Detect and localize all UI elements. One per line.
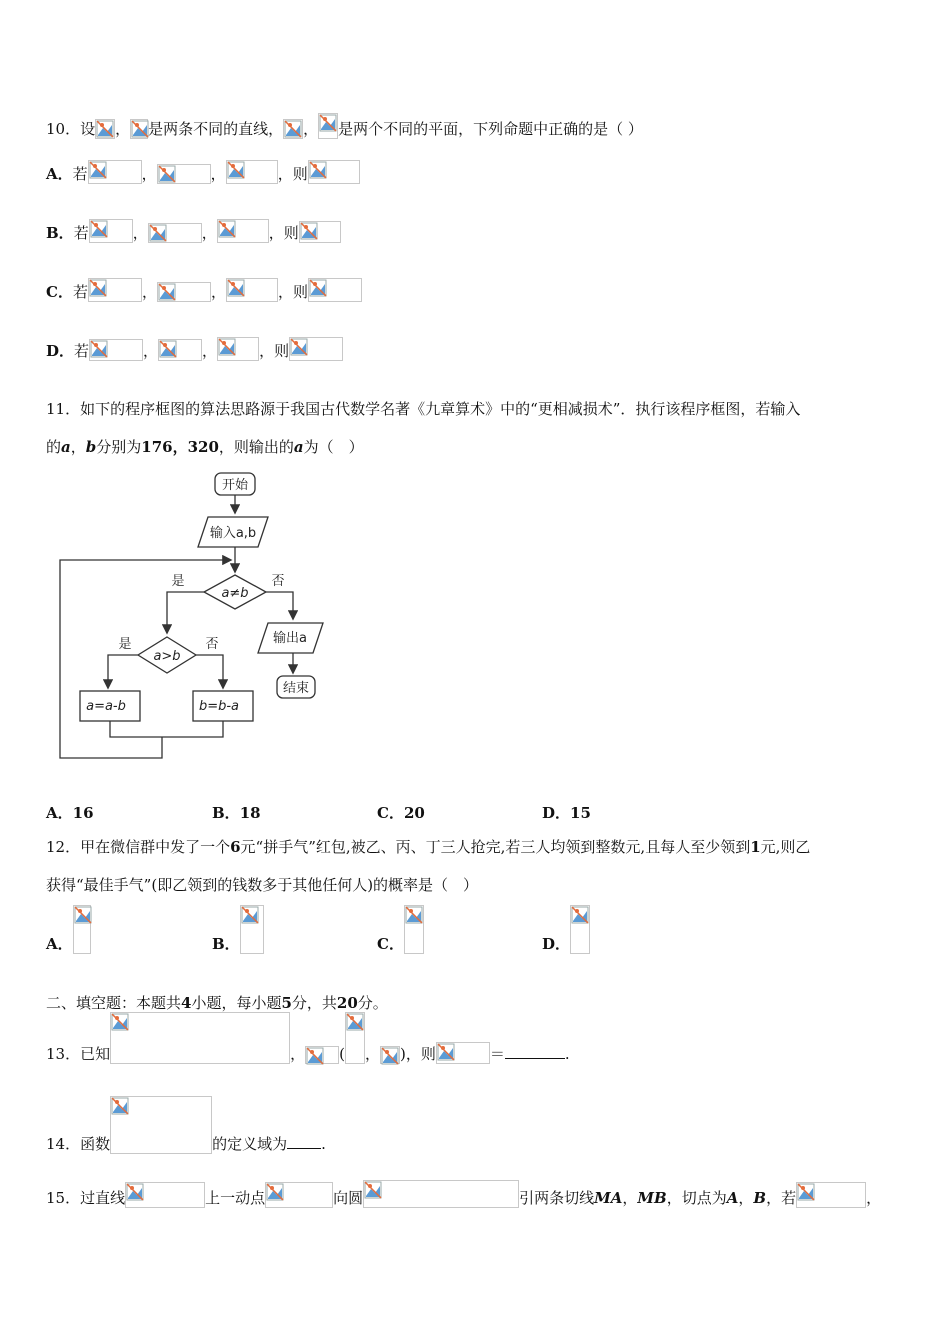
q10-stem: 10．设 ， 是两条不同的直线， ， 是两个不同的平面，下列命题中正确的是（ ） bbox=[46, 113, 643, 139]
formula-image bbox=[226, 160, 278, 184]
formula-image bbox=[88, 278, 142, 302]
formula-image bbox=[226, 278, 278, 302]
q11-option-a: A．16 bbox=[46, 804, 94, 822]
formula-image bbox=[283, 119, 303, 139]
broken-image-icon bbox=[319, 114, 337, 132]
q11-option-c: C．20 bbox=[377, 804, 425, 822]
formula-image bbox=[240, 905, 264, 954]
broken-image-icon bbox=[111, 1097, 129, 1115]
formula-image bbox=[299, 221, 341, 243]
formula-image bbox=[308, 278, 362, 302]
broken-image-icon bbox=[227, 279, 245, 297]
flow-no1-label: 否 bbox=[271, 574, 285, 589]
flow-no2-label: 否 bbox=[205, 637, 219, 652]
flow-assign2-label: b=b-a bbox=[198, 699, 240, 714]
formula-image bbox=[95, 119, 115, 139]
formula-image bbox=[157, 282, 211, 302]
formula-image bbox=[73, 905, 91, 954]
flow-input-label: 输入a,b bbox=[209, 526, 257, 541]
formula-image bbox=[157, 164, 211, 184]
formula-image bbox=[88, 160, 142, 184]
formula-image bbox=[217, 337, 259, 361]
q10-option-b: B．若 ， ， ，则 bbox=[46, 219, 341, 243]
broken-image-icon bbox=[90, 220, 108, 238]
broken-image-icon bbox=[158, 283, 176, 301]
q11-option-b: B．18 bbox=[212, 804, 261, 822]
broken-image-icon bbox=[437, 1043, 455, 1061]
q11-option-d: D．15 bbox=[542, 804, 591, 822]
answer-blank[interactable] bbox=[505, 1058, 565, 1059]
q15-stem: 15．过直线 上一动点 向圆 引两条切线MA，MB，切点为A，B，若 ， bbox=[46, 1180, 881, 1208]
flow-assign1-label: a=a-b bbox=[86, 699, 126, 714]
broken-image-icon bbox=[381, 1047, 399, 1065]
q12-option-d: D． bbox=[542, 905, 590, 954]
broken-image-icon bbox=[797, 1183, 815, 1201]
broken-image-icon bbox=[309, 161, 327, 179]
formula-image bbox=[305, 1046, 339, 1064]
broken-image-icon bbox=[266, 1183, 284, 1201]
flow-output-label: 输出a bbox=[273, 631, 307, 646]
q12-stem-line2: 获得“最佳手气”(即乙领到的钱数多于其他任何人)的概率是（ ） bbox=[46, 876, 479, 894]
q11-stem-line2: 的a，b分别为176，320，则输出的a为（ ） bbox=[46, 438, 364, 456]
broken-image-icon bbox=[571, 906, 589, 924]
broken-image-icon bbox=[300, 222, 318, 240]
broken-image-icon bbox=[96, 120, 114, 138]
flow-yes1-label: 是 bbox=[171, 574, 185, 589]
broken-image-icon bbox=[364, 1181, 382, 1199]
broken-image-icon bbox=[284, 120, 302, 138]
broken-image-icon bbox=[111, 1013, 129, 1031]
q10-option-d: D．若 ， ， ，则 bbox=[46, 337, 343, 361]
formula-image bbox=[436, 1042, 490, 1064]
formula-image bbox=[363, 1180, 519, 1208]
q12-option-b: B． bbox=[212, 905, 264, 954]
broken-image-icon bbox=[218, 338, 236, 356]
broken-image-icon bbox=[218, 220, 236, 238]
broken-image-icon bbox=[126, 1183, 144, 1201]
answer-blank[interactable] bbox=[287, 1148, 321, 1149]
formula-image bbox=[345, 1012, 365, 1064]
section-2-heading: 二、填空题：本题共4小题，每小题5分，共20分。 bbox=[46, 994, 388, 1012]
broken-image-icon bbox=[89, 279, 107, 297]
flow-yes2-label: 是 bbox=[118, 637, 132, 652]
broken-image-icon bbox=[346, 1013, 364, 1031]
formula-image bbox=[158, 339, 202, 361]
broken-image-icon bbox=[89, 161, 107, 179]
broken-image-icon bbox=[90, 340, 108, 358]
formula-image bbox=[308, 160, 360, 184]
q13-stem: 13．已知 ， ( ， )，则 ＝ . bbox=[46, 1012, 570, 1064]
formula-image bbox=[318, 113, 338, 139]
formula-image bbox=[265, 1182, 333, 1208]
broken-image-icon bbox=[227, 161, 245, 179]
q11-stem-line1: 11．如下的程序框图的算法思路源于我国古代数学名著《九章算术》中的“更相减损术”．执行该程序框图，若输入 bbox=[46, 400, 801, 418]
broken-image-icon bbox=[149, 224, 167, 242]
formula-image bbox=[89, 339, 143, 361]
formula-image bbox=[796, 1182, 866, 1208]
formula-image bbox=[125, 1182, 205, 1208]
formula-image bbox=[570, 905, 590, 954]
formula-image bbox=[217, 219, 269, 243]
broken-image-icon bbox=[241, 906, 259, 924]
flow-end-label: 结束 bbox=[282, 681, 310, 696]
q12-option-c: C． bbox=[377, 905, 424, 954]
formula-image bbox=[404, 905, 424, 954]
q14-stem: 14．函数 的定义域为 . bbox=[46, 1096, 326, 1154]
flow-start-label: 开始 bbox=[221, 478, 249, 493]
formula-image bbox=[380, 1046, 400, 1064]
broken-image-icon bbox=[306, 1047, 324, 1065]
formula-image bbox=[89, 219, 133, 243]
flow-cond1-label: a≠b bbox=[221, 586, 249, 601]
formula-image bbox=[148, 223, 202, 243]
broken-image-icon bbox=[290, 338, 308, 356]
q12-option-a: A． bbox=[46, 905, 91, 954]
q12-stem-line1: 12．甲在微信群中发了一个6元“拼手气”红包,被乙、丙、丁三人抢完,若三人均领到整数元,且每人至少领到1元,则乙 bbox=[46, 838, 811, 856]
broken-image-icon bbox=[159, 340, 177, 358]
broken-image-icon bbox=[309, 279, 327, 297]
broken-image-icon bbox=[131, 120, 149, 138]
broken-image-icon bbox=[158, 165, 176, 183]
q10-option-a: A．若 ， ， ，则 bbox=[46, 160, 360, 184]
formula-image bbox=[110, 1096, 212, 1154]
flow-cond2-label: a>b bbox=[153, 649, 181, 664]
broken-image-icon bbox=[74, 906, 92, 924]
flowchart bbox=[50, 465, 340, 765]
q10-option-c: C．若 ， ， ，则 bbox=[46, 278, 362, 302]
formula-image bbox=[110, 1012, 290, 1064]
formula-image bbox=[289, 337, 343, 361]
broken-image-icon bbox=[405, 906, 423, 924]
formula-image bbox=[130, 119, 148, 139]
